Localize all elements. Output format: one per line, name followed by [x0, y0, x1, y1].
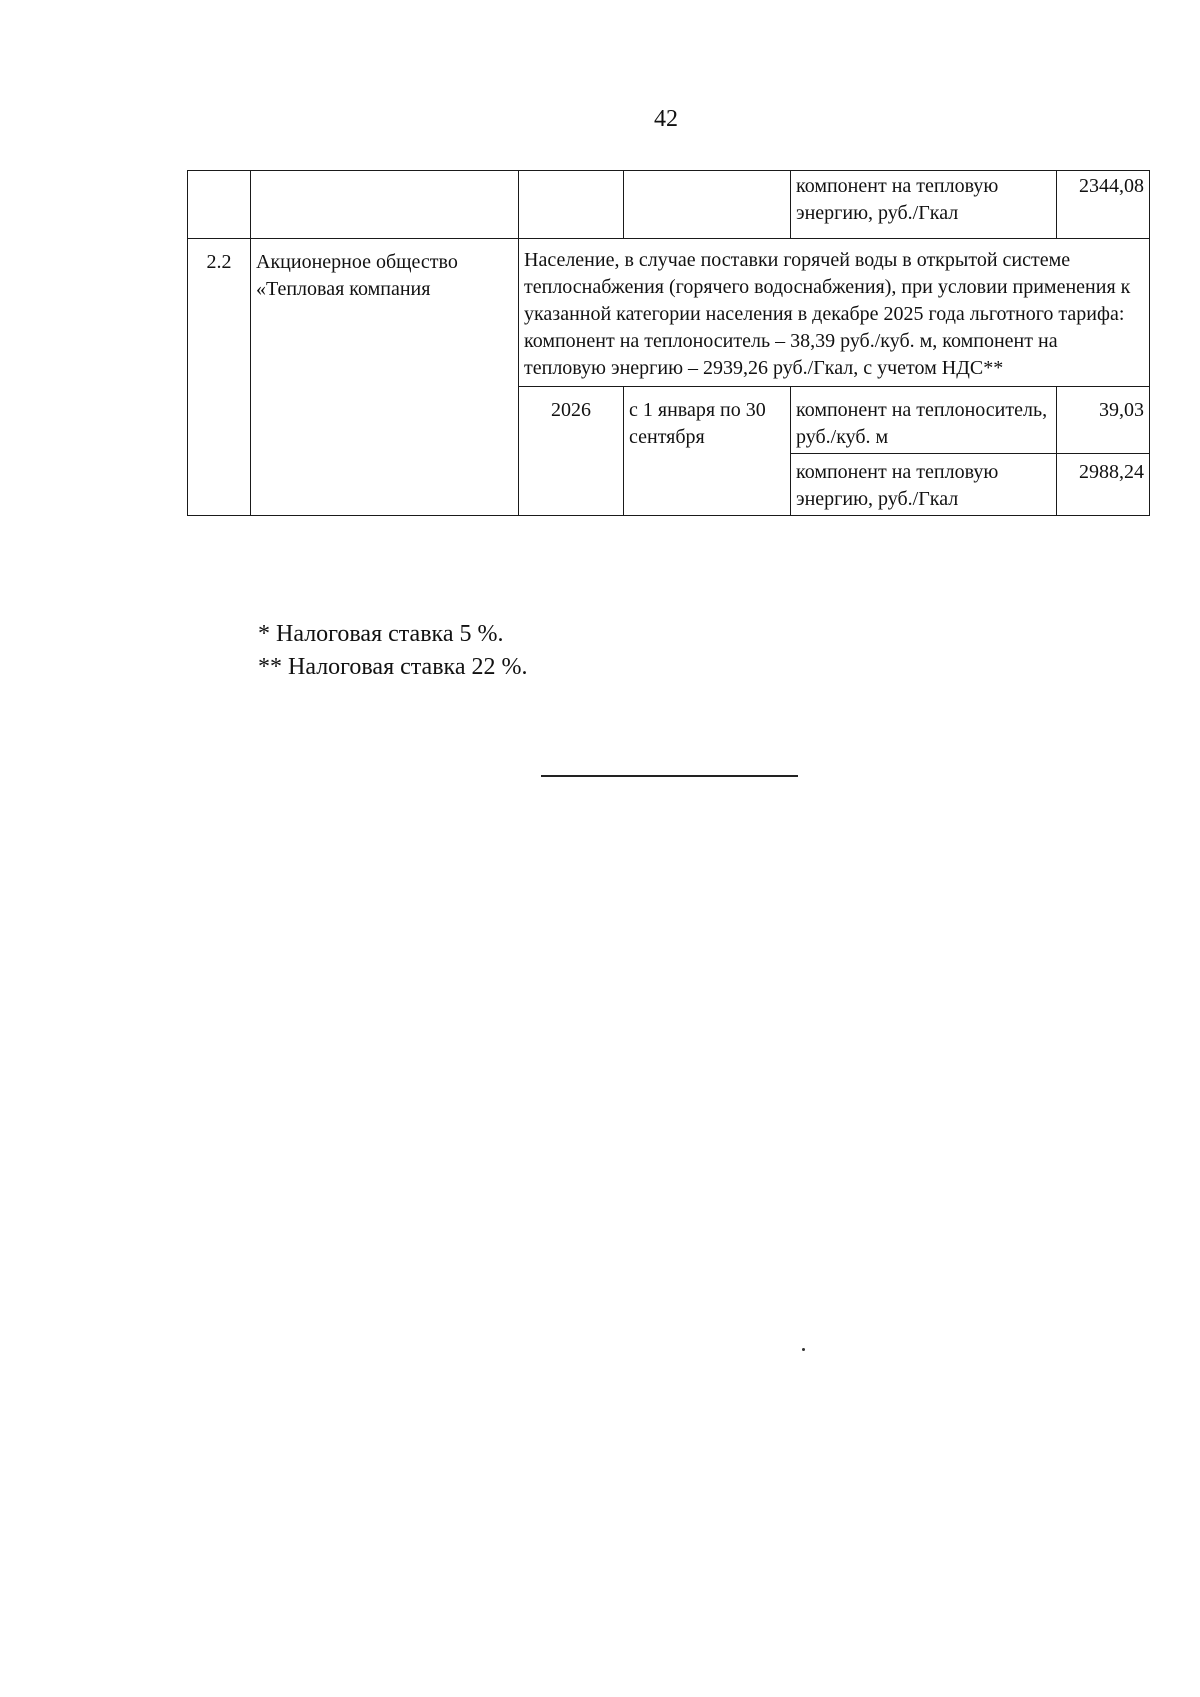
table-cell [624, 171, 791, 239]
value-cell: 2988,24 [1057, 454, 1150, 516]
organization-name: Акционерное общество «Тепловая компания [251, 239, 519, 516]
footnote: ** Налоговая ставка 22 %. [258, 654, 528, 680]
component-cell: компонент на тепловую энергию, руб./Гкал [791, 171, 1057, 239]
footnotes [258, 618, 527, 684]
end-rule [541, 775, 798, 777]
category-note: Население, в случае поставки горячей воды в открытой системе теплоснабжения (горячего водоснабжения), при условии применения к указанной категории населения в декабре 2025 года льготного тарифа: компонент на теплоноситель – 38,39 руб./куб. м, компонент на тепловую энергию – 2939,26 руб./Гкал, с учетом НДС** [519, 239, 1150, 387]
value-cell: 39,03 [1057, 387, 1150, 454]
item-number: 2.2 [188, 239, 251, 516]
table-row [188, 239, 1150, 387]
table-row [188, 171, 1150, 239]
period-cell: с 1 января по 30 сентября [624, 387, 791, 516]
table-cell [251, 171, 519, 239]
footnote: * Налоговая ставка 5 %. [258, 621, 504, 647]
stray-dot [802, 1348, 805, 1351]
year-cell: 2026 [519, 387, 624, 516]
table-cell [519, 171, 624, 239]
table-cell [188, 171, 251, 239]
component-cell: компонент на теплоноситель, руб./куб. м [791, 387, 1057, 454]
value-cell: 2344,08 [1057, 171, 1150, 239]
component-cell: компонент на тепловую энергию, руб./Гкал [791, 454, 1057, 516]
tariff-table [187, 170, 1150, 516]
page-number: 42 [654, 106, 678, 132]
